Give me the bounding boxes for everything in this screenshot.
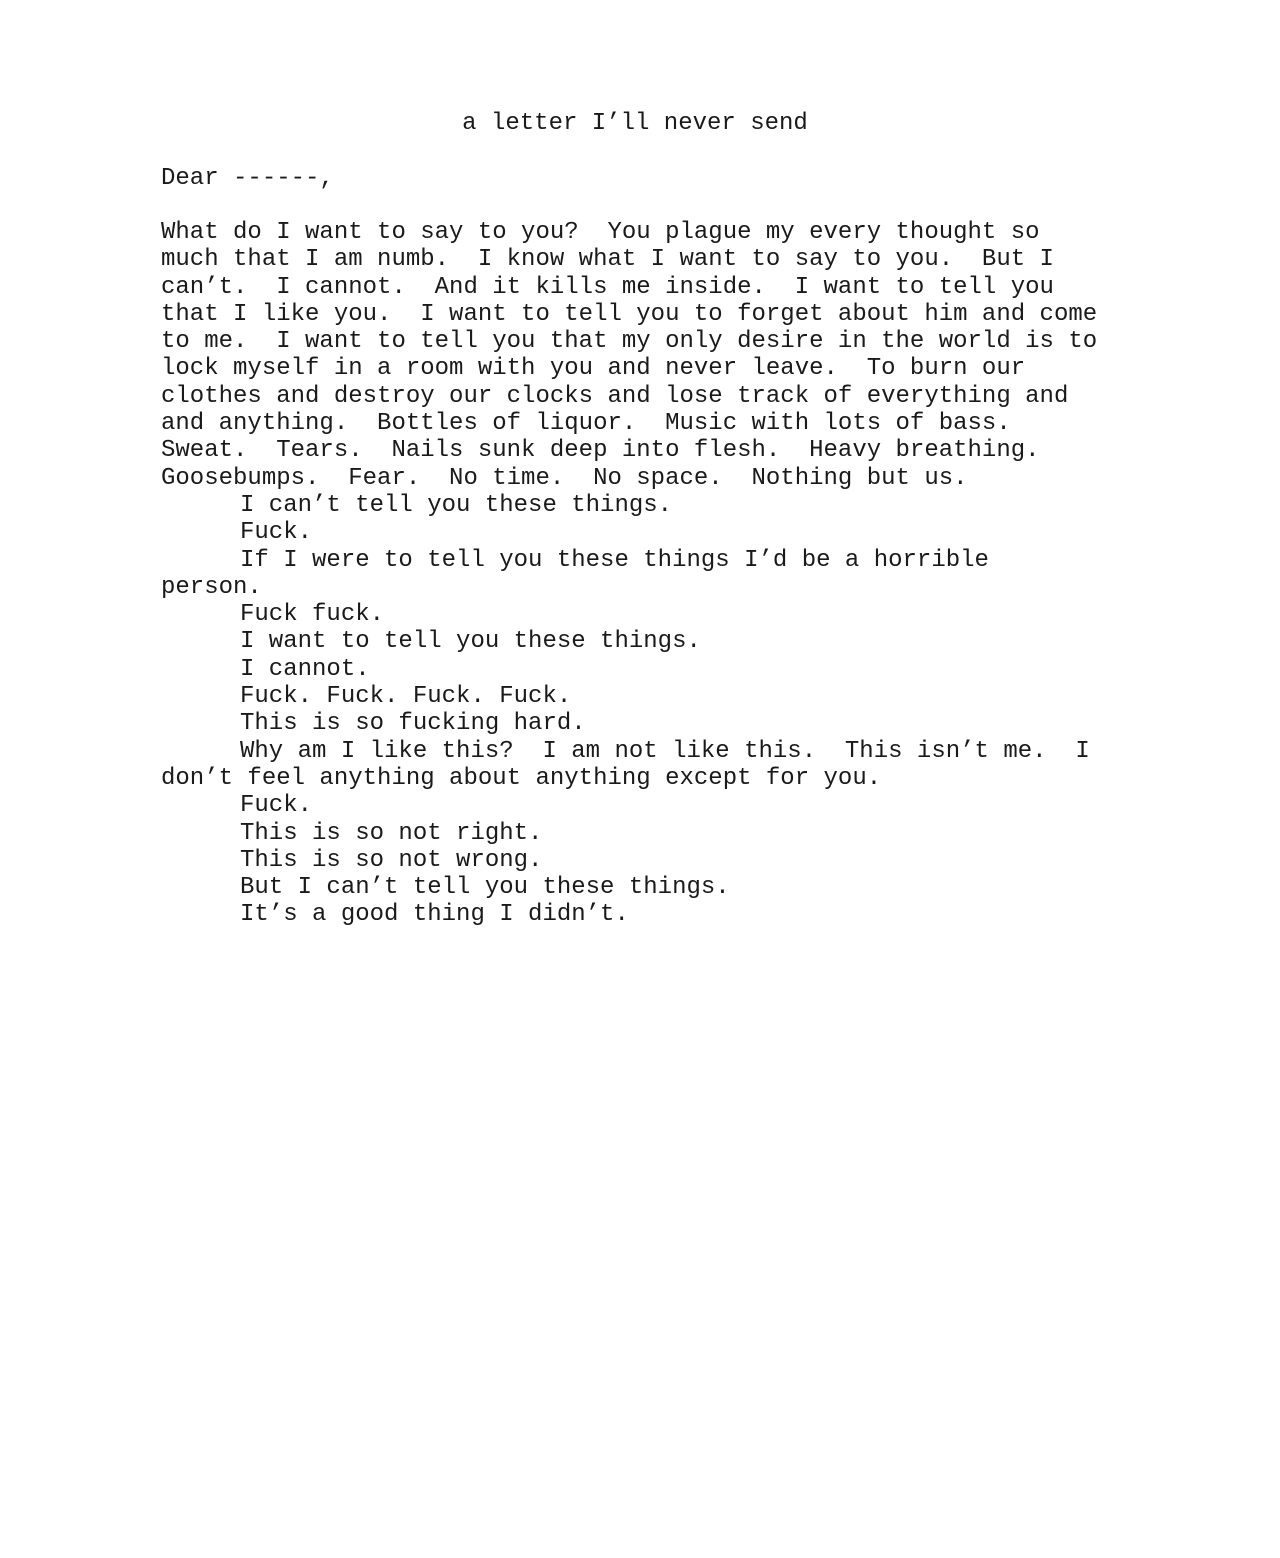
paragraph-line: clothes and destroy our clocks and lose track of everything and	[161, 382, 1069, 410]
indented-line: I cannot.	[240, 655, 370, 683]
paragraph-line: to me. I want to tell you that my only desire in the world is to	[161, 328, 1098, 356]
continuation-line: person.	[161, 573, 262, 601]
indented-line: Fuck fuck.	[240, 601, 385, 629]
letter-title: a letter I’ll never send	[462, 110, 808, 137]
indented-line: Fuck.	[240, 792, 313, 820]
indented-line: This is so not wrong.	[240, 846, 543, 874]
indented-line: I want to tell you these things.	[240, 628, 701, 656]
paragraph-line: can’t. I cannot. And it kills me inside. I want to tell you	[161, 273, 1054, 301]
paragraph-line: that I like you. I want to tell you to forget about him and come	[161, 300, 1098, 328]
indented-line: But I can’t tell you these things.	[240, 874, 730, 902]
paragraph-line: lock myself in a room with you and never leave. To burn our	[161, 355, 1026, 383]
paragraph-line: much that I am numb. I know what I want to say to you. But I	[161, 246, 1054, 274]
indented-line: If I were to tell you these things I’d be a horrible	[240, 546, 989, 574]
indented-line: I can’t tell you these things.	[240, 491, 673, 519]
indented-line: Fuck.	[240, 519, 313, 547]
indented-line: This is so fucking hard.	[240, 710, 586, 738]
indented-line: It’s a good thing I didn’t.	[240, 901, 629, 929]
indented-line: This is so not right.	[240, 819, 543, 847]
paragraph-line: Goosebumps. Fear. No time. No space. Nothing but us.	[161, 464, 968, 492]
indented-line: Why am I like this? I am not like this. This isn’t me. I	[240, 737, 1090, 765]
indented-line: Fuck. Fuck. Fuck. Fuck.	[240, 683, 572, 711]
continuation-line: don’t feel anything about anything except for you.	[161, 764, 882, 792]
paragraph-line: and anything. Bottles of liquor. Music with lots of bass.	[161, 410, 1011, 438]
paragraph-line: What do I want to say to you? You plague my every thought so	[161, 219, 1040, 246]
letter-body	[161, 219, 1161, 929]
letter-salutation: Dear ------,	[161, 165, 334, 192]
paragraph-line: Sweat. Tears. Nails sunk deep into flesh. Heavy breathing.	[161, 437, 1040, 465]
